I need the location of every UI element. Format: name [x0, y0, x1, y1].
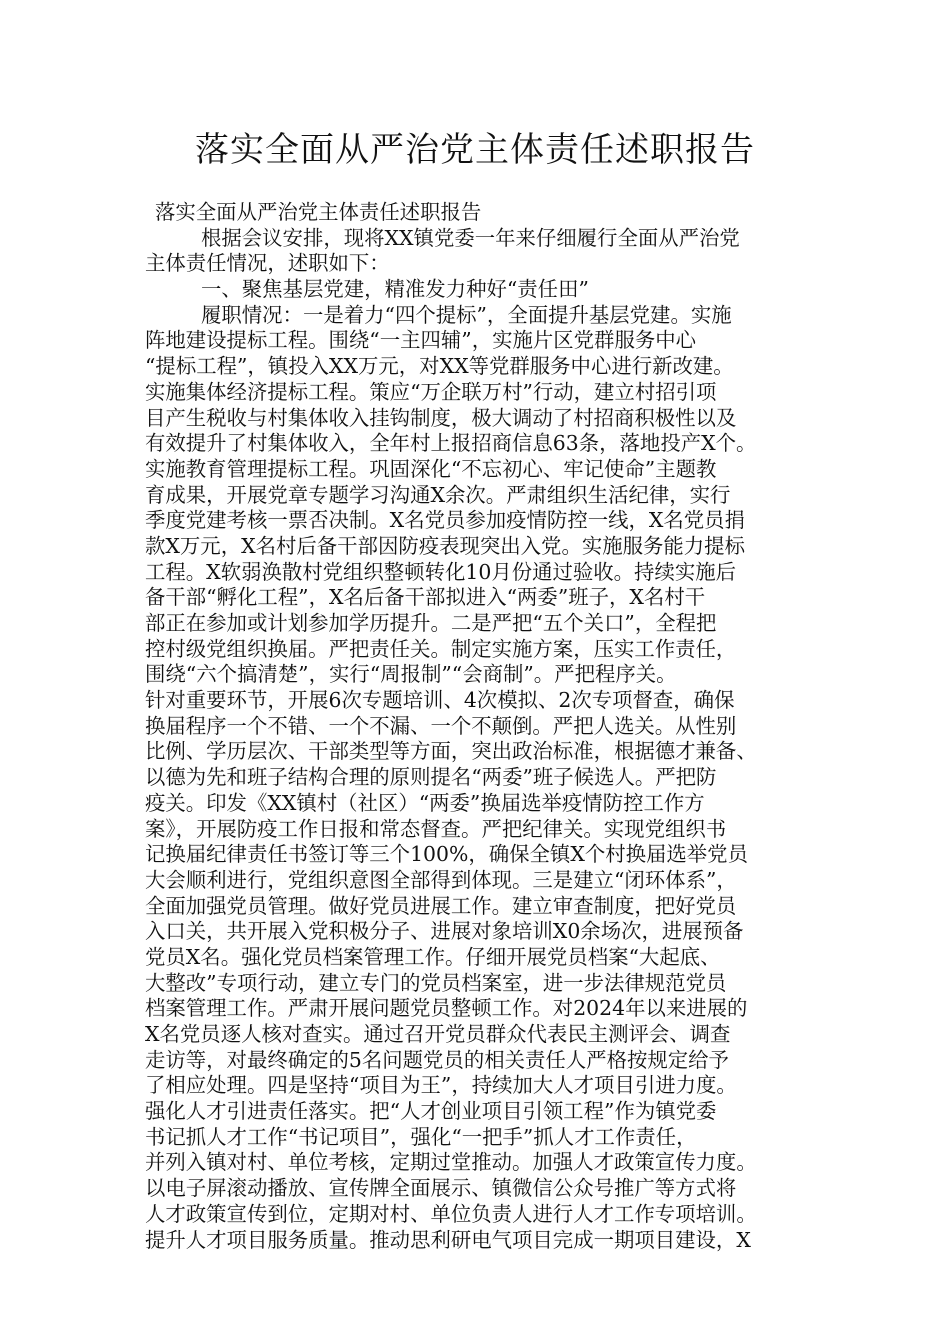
body-line: 季度党建考核一票否决制。X名党员参加疫情防控一线，X名党员捐	[145, 508, 745, 533]
body-line: 了相应处理。四是坚持“项目为王”，持续加大人才项目引进力度。	[145, 1073, 737, 1098]
body-line: 工程。X软弱涣散村党组织整顿转化10月份通过验收。持续实施后	[145, 559, 737, 584]
body-line: 有效提升了村集体收入，全年村上报招商信息63条，落地投产X个。	[145, 431, 757, 456]
body-line: 全面加强党员管理。做好党员进展工作。建立审查制度，把好党员	[145, 893, 737, 918]
body-line: 党员X名。强化党员档案管理工作。仔细开展党员档案“大起底、	[145, 944, 721, 969]
body-line: 档案管理工作。严肃开展问题党员整顿工作。对2024年以来进展的	[145, 996, 748, 1021]
body-line: 比例、学历层次、干部类型等方面，突出政治标准，根据德才兼备、	[145, 739, 757, 764]
body-line: 记换届纪律责任书签订等三个100%，确保全镇X个村换届选举党员	[145, 842, 748, 867]
body-line: 育成果，开展党章专题学习沟通X余次。严肃组织生活纪律，实行	[145, 482, 731, 507]
body-line: 阵地建设提标工程。围绕“一主四辅”，实施片区党群服务中心	[145, 328, 697, 353]
body-line: 以德为先和班子结构合理的原则提名“两委”班子候选人。严把防	[145, 765, 717, 790]
body-line: 走访等，对最终确定的5名问题党员的相关责任人严格按规定给予	[145, 1047, 729, 1072]
body-line: 并列入镇对村、单位考核，定期过堂推动。加强人才政策宣传力度。	[145, 1150, 757, 1175]
body-line: 人才政策宣传到位，定期对村、单位负责人进行人才工作专项培训。	[145, 1201, 757, 1226]
body-line: 针对重要环节，开展6次专题培训、4次模拟、2次专项督查，确保	[145, 688, 735, 713]
body-line: 控村级党组织换届。严把责任关。制定实施方案，压实工作责任，	[145, 636, 737, 661]
body-line: 围绕“六个搞清楚”，实行“周报制”“会商制”。严把程序关。	[145, 662, 677, 687]
body-line: 入口关，共开展入党积极分子、进展对象培训X0余场次，进展预备	[145, 919, 744, 944]
document-title: 落实全面从严治党主体责任述职报告	[195, 130, 755, 170]
body-line: 主体责任情况，述职如下：	[145, 251, 390, 276]
body-line: “提标工程”，镇投入XX万元，对XX等党群服务中心进行新改建。	[145, 354, 734, 379]
body-line: 以电子屏滚动播放、宣传牌全面展示、镇微信公众号推广等方式将	[145, 1176, 737, 1201]
body-line: 书记抓人才工作“书记项目”，强化“一把手”抓人才工作责任，	[145, 1124, 697, 1149]
document-body	[145, 200, 835, 1253]
section-heading: 一、聚焦基层党建，精准发力种好“责任田”	[201, 277, 589, 302]
body-line: 强化人才引进责任落实。把“人才创业项目引领工程”作为镇党委	[145, 1099, 717, 1124]
body-line: 大会顺利进行，党组织意图全部得到体现。三是建立“闭环体系”，	[145, 867, 737, 892]
body-subtitle: 落实全面从严治党主体责任述职报告	[155, 200, 482, 224]
body-line: 实施集体经济提标工程。策应“万企联万村”行动，建立村招引项	[145, 379, 717, 404]
body-line: 目产生税收与村集体收入挂钩制度，极大调动了村招商积极性以及	[145, 405, 737, 430]
body-line: 疫关。印发《XX镇村（社区）“两委”换届选举疫情防控工作方	[145, 790, 705, 815]
body-line: 提升人才项目服务质量。推动思利研电气项目完成一期项目建设，X	[145, 1227, 751, 1252]
body-line: 根据会议安排，现将XX镇党委一年来仔细履行全面从严治党	[201, 225, 740, 250]
body-line: 款X万元，X名村后备干部因防疫表现突出入党。实施服务能力提标	[145, 533, 745, 558]
body-line: 案》，开展防疫工作日报和常态督查。严把纪律关。实现党组织书	[145, 816, 727, 841]
body-line: 大整改”专项行动，建立专门的党员档案室，进一步法律规范党员	[145, 970, 727, 995]
body-line: 履职情况：一是着力“四个提标”，全面提升基层党建。实施	[201, 302, 732, 327]
body-line: 部正在参加或计划参加学历提升。二是严把“五个关口”，全程把	[145, 611, 717, 635]
body-line: 备干部“孵化工程”，X名后备干部拟进入“两委”班子，X名村干	[145, 585, 706, 610]
body-line: 换届程序一个不错、一个不漏、一个不颠倒。严把人选关。从性别	[145, 713, 737, 738]
body-line: 实施教育管理提标工程。巩固深化“不忘初心、牢记使命”主题教	[145, 456, 717, 481]
body-line: X名党员逐人核对查实。通过召开党员群众代表民主测评会、调查	[145, 1022, 731, 1046]
